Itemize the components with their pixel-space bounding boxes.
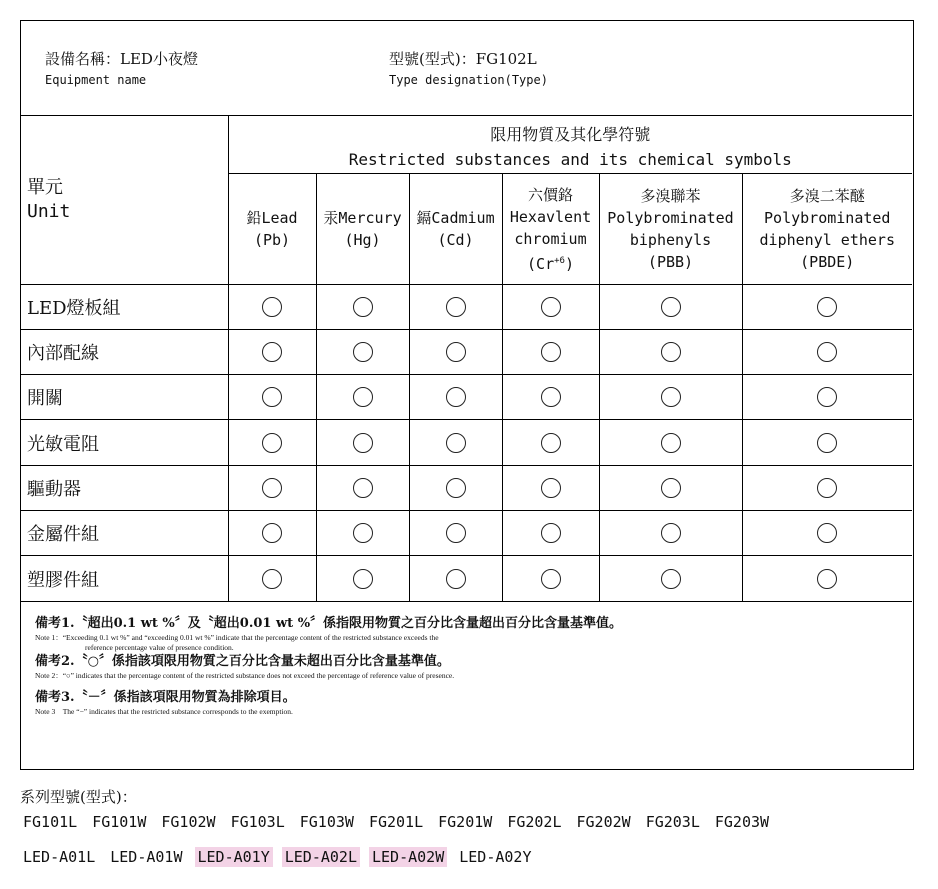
circle-mark-icon (353, 342, 373, 362)
compliance-cell (502, 420, 599, 466)
compliance-cell (502, 556, 599, 602)
circle-mark-icon (661, 342, 681, 362)
compliance-cell (228, 420, 316, 466)
substance-lead: 鉛Lead (Pb) (228, 174, 316, 285)
restricted-substances-en: Restricted substances and its chemical symbols (348, 149, 792, 169)
substance-pbde: 多溴二苯醚 Polybrominated diphenyl ethers (PBDE) (742, 174, 912, 285)
restricted-substances-table (21, 115, 912, 602)
compliance-cell (316, 285, 409, 330)
compliance-cell (599, 375, 742, 420)
compliance-cell (742, 511, 912, 556)
circle-mark-icon (817, 342, 837, 362)
model-code: LED-A02Y (459, 848, 532, 866)
model-code: LED-A01Y (195, 847, 273, 867)
circle-mark-icon (817, 478, 837, 498)
circle-mark-icon (661, 523, 681, 543)
circle-mark-icon (446, 297, 466, 317)
circle-mark-icon (661, 433, 681, 453)
equipment-name-cn: 設備名稱：LED小夜燈 (45, 50, 198, 68)
compliance-cell (409, 375, 502, 420)
compliance-cell (228, 466, 316, 511)
substance-cadmium: 鎘Cadmium (Cd) (409, 174, 502, 285)
circle-mark-icon (262, 342, 282, 362)
compliance-cell (742, 330, 912, 375)
circle-mark-icon (262, 297, 282, 317)
compliance-cell (316, 556, 409, 602)
compliance-cell (316, 511, 409, 556)
circle-mark-icon (446, 478, 466, 498)
compliance-cell (742, 285, 912, 330)
compliance-cell (409, 511, 502, 556)
equipment-name-en: Equipment name (45, 73, 147, 87)
type-designation-cn: 型號(型式)：FG102L (389, 50, 537, 68)
circle-mark-icon (661, 297, 681, 317)
model-code: FG101L (23, 813, 78, 831)
compliance-cell (316, 466, 409, 511)
compliance-cell (742, 556, 912, 602)
compliance-cell (502, 375, 599, 420)
part-name: 光敏電阻 (21, 420, 228, 466)
series-models-row-1 (20, 812, 781, 832)
circle-mark-icon (661, 387, 681, 407)
circle-mark-icon (353, 478, 373, 498)
part-name: 金屬件組 (21, 511, 228, 556)
note-1-en: Note 1：“Exceeding 0.1 wt %” and “exceeding 0.01 wt %” indicate that the percentage content of the restricted substance exceeds the (35, 633, 439, 642)
circle-mark-icon (661, 478, 681, 498)
compliance-cell (409, 556, 502, 602)
compliance-cell (599, 285, 742, 330)
notes-section (35, 615, 905, 717)
compliance-cell (599, 466, 742, 511)
model-code: FG103W (299, 813, 354, 831)
circle-mark-icon (541, 478, 561, 498)
compliance-cell (409, 420, 502, 466)
note-1-cn: 備考1.〝超出0.1 wt %〞及〝超出0.01 wt %〞係指限用物質之百分比含量超出百分比含量基準值。 (35, 616, 623, 631)
circle-mark-icon (817, 387, 837, 407)
series-models-label: 系列型號(型式)： (20, 788, 137, 806)
unit-header-cn: 單元 (27, 177, 63, 198)
circle-mark-icon (446, 433, 466, 453)
note-1-en-cont: reference percentage value of presence condition. (85, 643, 234, 652)
circle-mark-icon (541, 297, 561, 317)
compliance-cell (316, 330, 409, 375)
compliance-cell (409, 466, 502, 511)
compliance-cell (502, 466, 599, 511)
compliance-cell (316, 375, 409, 420)
part-rows (21, 285, 912, 602)
circle-mark-icon (262, 433, 282, 453)
model-code: FG201W (438, 813, 493, 831)
part-name: 開關 (21, 375, 228, 420)
circle-mark-icon (817, 569, 837, 589)
substance-mercury: 汞Mercury (Hg) (316, 174, 409, 285)
note-2-en: Note 2：“○” indicates that the percentage content of the restricted substance does not exceed the percentage of reference value of presence. (35, 671, 455, 680)
compliance-cell (409, 285, 502, 330)
compliance-cell (599, 420, 742, 466)
compliance-cell (228, 285, 316, 330)
part-row (21, 285, 912, 330)
model-code: FG203W (714, 813, 770, 831)
series-models-row-2 (20, 847, 544, 867)
circle-mark-icon (541, 433, 561, 453)
compliance-cell (316, 420, 409, 466)
circle-mark-icon (817, 433, 837, 453)
substance-pbb: 多溴聯苯 Polybrominated biphenyls (PBB) (599, 174, 742, 285)
compliance-cell (409, 330, 502, 375)
compliance-cell (228, 330, 316, 375)
model-code: FG202L (507, 813, 562, 831)
part-name: 驅動器 (21, 466, 228, 511)
substance-hexavalent-chromium: 六價鉻 Hexavlent chromium $(Cr^{+6})$ (502, 174, 599, 285)
circle-mark-icon (262, 523, 282, 543)
equipment-header (21, 21, 912, 116)
circle-mark-icon (446, 569, 466, 589)
circle-mark-icon (817, 523, 837, 543)
circle-mark-icon (262, 569, 282, 589)
part-name: LED燈板組 (21, 285, 228, 330)
part-row (21, 511, 912, 556)
compliance-cell (599, 330, 742, 375)
circle-mark-icon (353, 569, 373, 589)
compliance-cell (742, 420, 912, 466)
part-row (21, 556, 912, 602)
model-code: LED-A01L (23, 848, 96, 866)
model-code: FG102W (161, 813, 216, 831)
compliance-cell (742, 375, 912, 420)
part-name: 內部配線 (21, 330, 228, 375)
circle-mark-icon (817, 297, 837, 317)
restricted-substances-cn: 限用物質及其化學符號 (490, 124, 651, 144)
part-row (21, 375, 912, 420)
compliance-cell (228, 511, 316, 556)
note-3-cn: 備考3.〝－〞係指該項限用物質為排除項目。 (35, 690, 296, 705)
circle-mark-icon (262, 387, 282, 407)
compliance-cell (502, 285, 599, 330)
part-row (21, 420, 912, 466)
rohs-declaration-frame (20, 20, 914, 770)
model-code: FG101W (92, 813, 147, 831)
compliance-cell (228, 375, 316, 420)
note-2-cn: 備考2.〝○〞係指該項限用物質之百分比含量未超出百分比含量基準值。 (35, 654, 450, 669)
unit-header-en: Unit (27, 201, 71, 222)
compliance-cell (502, 511, 599, 556)
circle-mark-icon (353, 387, 373, 407)
compliance-cell (228, 556, 316, 602)
type-designation-en: Type designation(Type) (389, 73, 548, 87)
compliance-cell (502, 330, 599, 375)
model-code: FG201L (368, 813, 424, 831)
compliance-cell (599, 556, 742, 602)
part-row (21, 466, 912, 511)
model-code: LED-A02W (369, 847, 447, 867)
unit-header (21, 116, 228, 285)
part-row (21, 330, 912, 375)
model-code: LED-A02L (282, 847, 360, 867)
circle-mark-icon (541, 342, 561, 362)
circle-mark-icon (541, 523, 561, 543)
circle-mark-icon (446, 342, 466, 362)
note-3-en: Note 3 The “−” indicates that the restricted substance corresponds to the exemption. (35, 707, 293, 716)
model-code: FG103L (230, 813, 285, 831)
circle-mark-icon (541, 569, 561, 589)
part-name: 塑膠件組 (21, 556, 228, 602)
model-code: FG202W (576, 813, 631, 831)
circle-mark-icon (661, 569, 681, 589)
circle-mark-icon (446, 387, 466, 407)
circle-mark-icon (353, 433, 373, 453)
circle-mark-icon (262, 478, 282, 498)
compliance-cell (599, 511, 742, 556)
circle-mark-icon (446, 523, 466, 543)
compliance-cell (742, 466, 912, 511)
circle-mark-icon (353, 523, 373, 543)
circle-mark-icon (541, 387, 561, 407)
model-code: FG203L (645, 813, 700, 831)
restricted-substances-header (228, 116, 912, 174)
circle-mark-icon (353, 297, 373, 317)
model-code: LED-A01W (110, 848, 183, 866)
